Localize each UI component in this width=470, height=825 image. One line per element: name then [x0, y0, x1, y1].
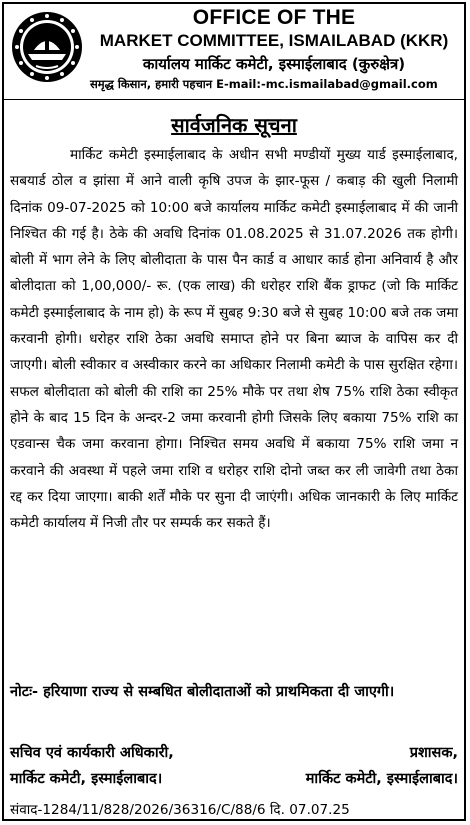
notice-body-paragraph: मार्किट कमेटी इस्माईलाबाद के अधीन सभी मण्डीयों मुख्य यार्ड इस्माईलाबाद, सबयार्ड ठोल व झांसा में आने वाली कृषि उपज के झार-फूस / कबाड़ की खुली निलामी दिनांक 09-07-2025 को 10:00 बजे कार्यालय मार्किट कमेटी इस्माईलाबाद में की जानी निश्चित की गई है। ठेके की अवधि दिनांक 01.08.2025 से 31.07.2026 तक होगी। बोली में भाग लेने के लिए बोलीदाता के पास पैन कार्ड व आधार कार्ड होना अनिवार्य है और बोलीदाता को 1,00,000/- रू. (एक लाख) की धरोहर राशि बैंक ड्राफट (जो कि मार्किट कमेटी इस्माईलाबाद के नाम हो) के रूप में सुबह 9:30 बजे से सुबह 10:00 बजे तक जमा करवानी होगी। धरोहर राशि ठेका अवधि समाप्त होने पर बिना ब्याज के वापिस कर दी जाएगी। बोली स्वीकार व अस्वीकार करने का अधिकार निलामी कमेटी के पास सुरक्षित रहेगा। सफल बोलीदाता को बोली की राशि का 25% मौके पर तथा शेष 75% राशि ठेका स्वीकृत होने के बाद 15 दिन के अन्दर-2 जमा करवानी होगी जिसके लिए बकाया 75% राशि का एडवान्स चैक जमा करवाना होगा। निश्चित समय अवधि में बकाया 75% राशि जमा न करवाने की अवस्था में पहले जमा राशि व धरोहर राशि दोनो जब्त कर ली जावेगी तथा ठेका रद्द कर दिया जाएगा। बाकी शर्तें मौके पर सुना दी जाएंगी। अधिक जानकारी के लिए मार्किट कमेटी कार्यालय में निजी तौर पर सम्पर्क कर सकते हैं।	[10, 147, 458, 532]
reference-number: संवाद-1284/11/828/2026/36316/C/88/6 दि. 07.07.25	[10, 802, 350, 818]
priority-note: नोटः- हरियाणा राज्य से सम्बधित बोलीदाताओं को प्राथमिकता दी जाएगी।	[10, 684, 395, 700]
administrator-organization: मार्किट कमेटी, इस्माईलाबाद।	[305, 771, 458, 787]
administrator-title: प्रशासक,	[409, 745, 458, 761]
header-divider	[4, 99, 464, 100]
notice-title	[4, 111, 464, 138]
notice-title-text: सार्वजनिक सूचना	[171, 113, 297, 137]
office-heading: OFFICE OF THE	[192, 6, 356, 29]
secretary-title: सचिव एवं कार्यकारी अधिकारी,	[10, 745, 174, 761]
public-notice	[2, 2, 466, 821]
committee-name-english: MARKET COMMITTEE, ISMAILABAD (KKR)	[99, 31, 449, 50]
slogan-email-line: समृद्ध किसान, हमारी पहचान E-mail:-mc.ismailabad@gmail.com	[90, 77, 438, 91]
notice-body	[10, 142, 458, 536]
market-committee-logo-icon	[10, 10, 84, 84]
secretary-organization: मार्किट कमेटी, इस्माईलाबाद।	[10, 771, 163, 787]
committee-name-hindi: कार्यालय मार्किट कमेटी, इस्माईलाबाद (कुरुक्षेत्र)	[142, 55, 406, 73]
